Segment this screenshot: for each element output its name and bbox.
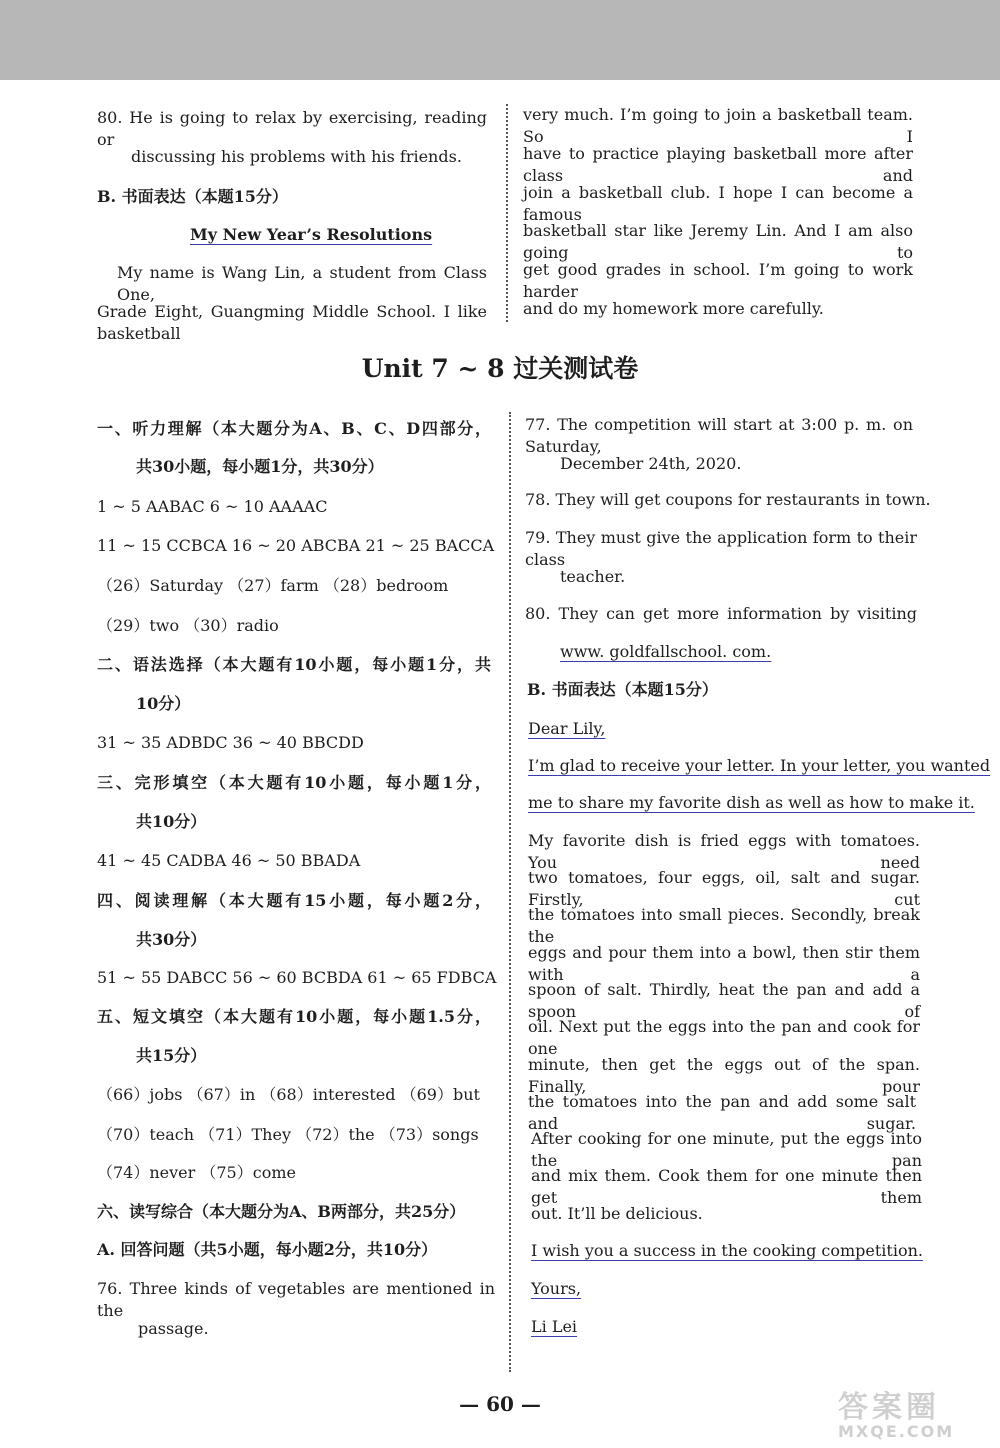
section-b-heading: B. 书面表达（本题15分） [97, 187, 288, 206]
answer-row: 1 ~ 5 AABAC 6 ~ 10 AAAAC [97, 497, 328, 516]
watermark-logo: 答案圈 [838, 1390, 940, 1425]
section-heading-listening: 一、听力理解（本大题分为A、B、C、D四部分， [97, 419, 491, 438]
essay-line: have to practice playing basketball more after class and [523, 144, 913, 185]
letter-line: the tomatoes into the pan and add some salt and sugar. [528, 1092, 916, 1133]
answer-row: 41 ~ 45 CADBA 46 ~ 50 BBADA [97, 851, 361, 870]
letter-line: two tomatoes, four eggs, oil, salt and sugar. Firstly, cut [528, 868, 920, 909]
letter-line: me to share my favorite dish as well as how to make it. [528, 793, 975, 812]
letter-line: My favorite dish is fried eggs with tomatoes. You need [528, 831, 920, 872]
section-heading-fill: 五、短文填空（本大题有10小题，每小题1.5分， [97, 1007, 491, 1026]
letter-greeting: Dear Lily, [528, 719, 606, 738]
page-number: — 60 — [459, 1392, 541, 1416]
answer-row: （29）two （30）radio [97, 616, 279, 635]
letter-line: and mix them. Cook them for one minute then get them [531, 1166, 922, 1207]
column-divider [506, 104, 508, 322]
watermark-site: MXQE.COM [838, 1422, 955, 1441]
section-b-heading: B. 书面表达（本题15分） [527, 680, 718, 699]
answer-row: 11 ~ 15 CCBCA 16 ~ 20 ABCBA 21 ~ 25 BACCA [97, 536, 495, 555]
letter-line: eggs and pour them into a bowl, then stir them with a [528, 943, 920, 984]
essay-line: Grade Eight, Guangming Middle School. I like basketball [97, 302, 487, 343]
letter-line: After cooking for one minute, put the eggs into the pan [531, 1129, 922, 1170]
watermark [838, 1392, 988, 1444]
section-heading-cont: 共30分） [136, 930, 207, 949]
section-heading-cont: 共15分） [136, 1046, 207, 1065]
page-title: Unit 7 ~ 8 过关测试卷 [361, 354, 639, 383]
section-heading-cloze: 三、完形填空（本大题有10小题，每小题1分， [97, 773, 491, 792]
scanner-shadow-band [0, 0, 1000, 80]
answer-row: 31 ~ 35 ADBDC 36 ~ 40 BBCDD [97, 733, 364, 752]
letter-line: I’m glad to receive your letter. In your letter, you wanted [528, 756, 991, 775]
answer-80: 80. They can get more information by visiting [525, 604, 917, 623]
section-heading-reading: 四、阅读理解（本大题有15小题，每小题2分， [97, 891, 491, 910]
essay-line: very much. I’m going to join a basketball team. So I [523, 105, 913, 146]
essay-title: My New Year’s Resolutions [190, 225, 433, 244]
section-heading-grammar: 二、语法选择（本大题有10小题，每小题1分，共 [97, 655, 491, 674]
letter-closing-wish: I wish you a success in the cooking competition. [531, 1241, 923, 1260]
answer-row: 51 ~ 55 DABCC 56 ~ 60 BCBDA 61 ~ 65 FDBCA [97, 968, 497, 987]
answer-77-cont: December 24th, 2020. [560, 454, 742, 473]
website-link: www. goldfallschool. com. [560, 642, 772, 661]
answer-77: 77. The competition will start at 3:00 p. m. on Saturday, [525, 415, 913, 456]
essay-line: get good grades in school. I’m going to work harder [523, 260, 913, 301]
answer-row: （74）never （75）come [97, 1163, 296, 1182]
answer-76: 76. Three kinds of vegetables are mentioned in the [97, 1279, 495, 1320]
essay-line: My name is Wang Lin, a student from Class One, [117, 263, 487, 304]
answer-row: （70）teach （71）They （72）the （73）songs [97, 1125, 479, 1144]
answer-79-cont: teacher. [560, 567, 626, 586]
letter-line: minute, then get the eggs out of the span. Finally, pour [528, 1055, 920, 1096]
answer-76-cont: passage. [138, 1319, 209, 1338]
letter-line: the tomatoes into small pieces. Secondly, break the [528, 905, 920, 946]
letter-line: spoon of salt. Thirdly, heat the pan and add a spoon of [528, 980, 920, 1021]
essay-line: join a basketball club. I hope I can become a famous [523, 183, 913, 224]
letter-line: out. It’ll be delicious. [531, 1204, 703, 1223]
answer-row: （26）Saturday （27）farm （28）bedroom [97, 576, 449, 595]
answer-row: （66）jobs （67）in （68）interested （69）but [97, 1085, 480, 1104]
letter-line: oil. Next put the eggs into the pan and cook for one [528, 1017, 920, 1058]
letter-signature: Li Lei [531, 1317, 578, 1336]
section-heading-cont: 共10分） [136, 812, 207, 831]
section-heading-cont: 10分） [136, 694, 191, 713]
essay-line: basketball star like Jeremy Lin. And I am also going to [523, 221, 913, 262]
column-divider [509, 412, 511, 1372]
subsection-heading: A. 回答问题（共5小题，每小题2分，共10分） [97, 1240, 438, 1259]
section-heading-writing: 六、读写综合（本大题分为A、B两部分，共25分） [97, 1202, 466, 1221]
essay-line: and do my homework more carefully. [523, 299, 824, 318]
answer-80-cont: discussing his problems with his friends. [131, 147, 462, 166]
answer-79: 79. They must give the application form to their class [525, 528, 917, 569]
letter-signoff: Yours, [531, 1279, 582, 1298]
section-heading-cont: 共30小题，每小题1分，共30分） [136, 457, 384, 476]
answer-80: 80. He is going to relax by exercising, reading or [97, 108, 487, 149]
answer-78: 78. They will get coupons for restaurants in town. [525, 490, 931, 509]
